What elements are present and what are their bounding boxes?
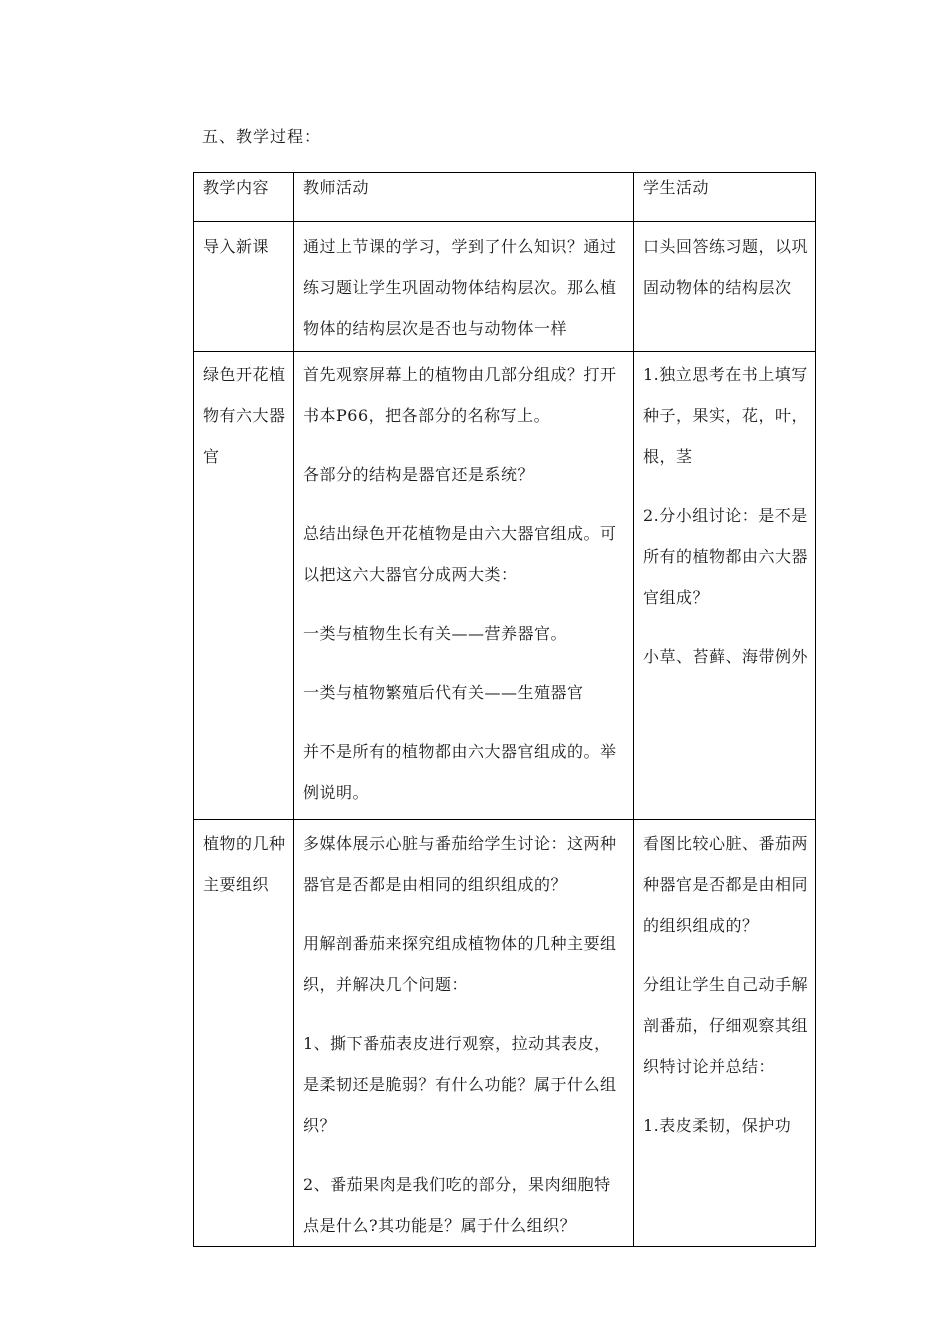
paragraph: 总结出绿色开花植物是由六大器官组成。可以把这六大器官分成两大类：	[303, 524, 617, 584]
paragraph: 口头回答练习题，以巩固动物体的结构层次	[643, 237, 809, 297]
paragraph: 1.独立思考在书上填写种子，果实，花，叶，根，茎	[643, 365, 809, 466]
section-title: 五、教学过程：	[202, 127, 322, 146]
table-row	[194, 352, 816, 820]
paragraph: 首先观察屏幕上的植物由几部分组成？打开书本P66，把各部分的名称写上。	[303, 365, 617, 425]
lesson-process-table	[193, 172, 816, 1247]
student-activity-cell	[634, 352, 816, 820]
paragraph: 2.分小组讨论：是不是所有的植物都由六大器官组成？	[643, 506, 809, 607]
student-activity-cell	[634, 820, 816, 1247]
teacher-activity-cell	[294, 820, 634, 1247]
paragraph: 看图比较心脏、番茄两种器官是否都是由相同的组织组成的？	[643, 834, 809, 935]
table-header-row	[194, 173, 816, 222]
teacher-activity-cell	[294, 352, 634, 820]
paragraph: 各部分的结构是器官还是系统？	[303, 465, 535, 484]
paragraph: 一类与植物繁殖后代有关——生殖器官	[303, 683, 584, 702]
teacher-activity-cell	[294, 222, 634, 352]
paragraph: 2、番茄果肉是我们吃的部分，果肉细胞特点是什么?其功能是？属于什么组织？	[303, 1175, 611, 1235]
paragraph: 1.表皮柔韧，保护功	[643, 1116, 792, 1135]
header-cell-teacher: 教师活动	[294, 173, 634, 222]
paragraph: 分组让学生自己动手解剖番茄，仔细观察其组织特讨论并总结：	[643, 975, 809, 1076]
paragraph: 1、撕下番茄表皮进行观察，拉动其表皮，是柔韧还是脆弱？有什么功能？属于什么组织？	[303, 1034, 617, 1135]
content-cell: 导入新课	[194, 222, 294, 352]
paragraph: 通过上节课的学习，学到了什么知识？通过练习题让学生巩固动物体结构层次。那么植物体的结构层次是否也与动物体一样	[303, 237, 617, 338]
content-cell: 植物的几种主要组织	[194, 820, 294, 1247]
table-row	[194, 222, 816, 352]
paragraph: 一类与植物生长有关——营养器官。	[303, 624, 568, 643]
content-cell: 绿色开花植物有六大器官	[194, 352, 294, 820]
paragraph: 小草、苔藓、海带例外	[643, 647, 809, 666]
paragraph: 多媒体展示心脏与番茄给学生讨论：这两种器官是否都是由相同的组织组成的？	[303, 834, 617, 894]
paragraph: 用解剖番茄来探究组成植物体的几种主要组织，并解决几个问题：	[303, 934, 617, 994]
table-row	[194, 820, 816, 1247]
header-cell-content: 教学内容	[194, 173, 294, 222]
student-activity-cell	[634, 222, 816, 352]
paragraph: 并不是所有的植物都由六大器官组成的。举例说明。	[303, 742, 617, 802]
header-cell-student: 学生活动	[634, 173, 816, 222]
